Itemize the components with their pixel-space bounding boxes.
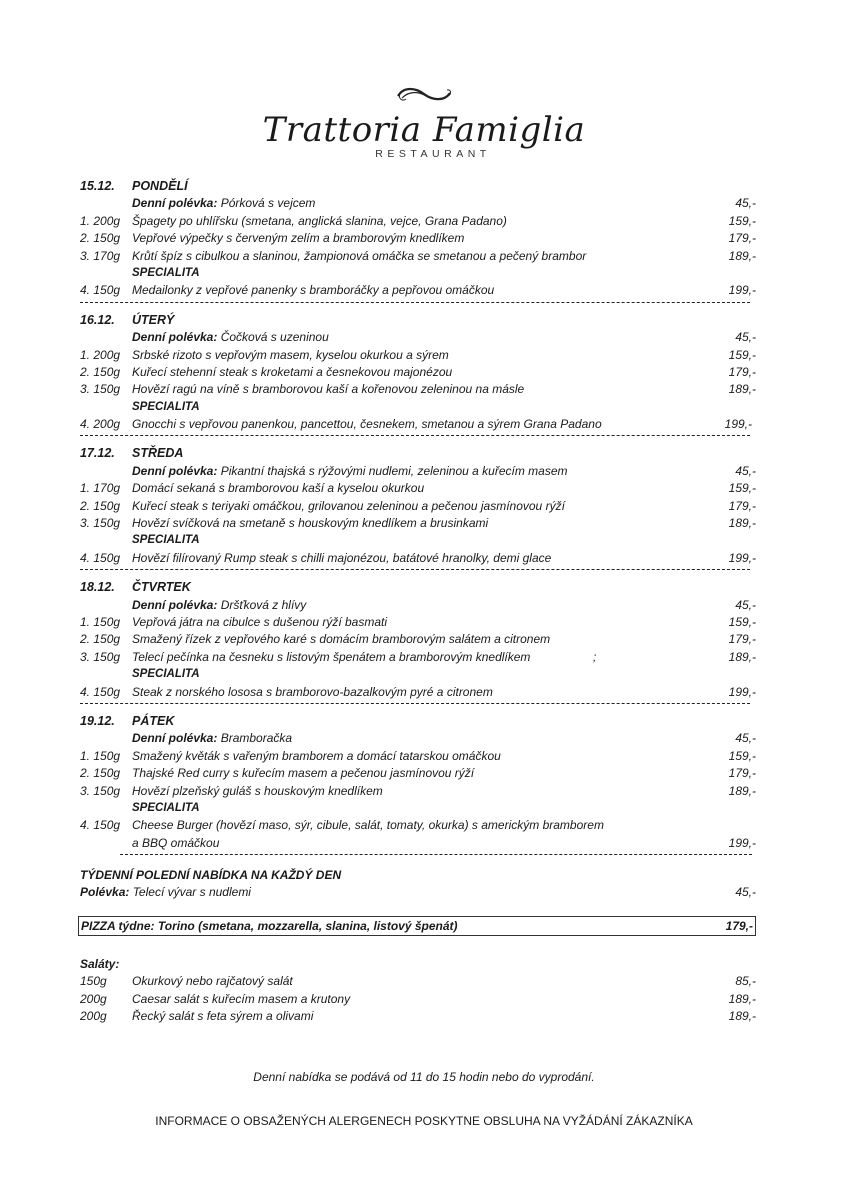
menu-item (80, 515, 756, 532)
item-number-weight: 1. 200g (80, 347, 121, 362)
menu-item (80, 498, 756, 515)
day-section (80, 312, 756, 446)
pizza-of-week (78, 916, 756, 936)
menu-item (80, 614, 756, 631)
day-heading (80, 178, 756, 195)
item-price: 159,- (728, 481, 756, 496)
weekly-menu (80, 178, 756, 1025)
item-number-weight: 1. 150g (80, 748, 121, 763)
dashed-divider (80, 701, 756, 713)
pizza-price: 179,- (725, 918, 753, 933)
salad-weight: 200g (80, 991, 107, 1006)
item-name: Smažený květák s vařeným bramborem a domácí tatarskou omáčkou (132, 748, 501, 763)
day-name: STŘEDA (132, 446, 184, 461)
day-name: ČTVRTEK (132, 580, 191, 595)
salad-price: 189,- (728, 1009, 756, 1024)
item-price: 159,- (728, 213, 756, 228)
soup-label: Denní polévka: (132, 597, 218, 612)
soup-price: 45,- (735, 330, 756, 345)
specialty-item-continued (80, 835, 756, 852)
menu-item (80, 480, 756, 497)
daily-soup (80, 463, 756, 480)
stray-semicolon: ; (593, 649, 597, 664)
salad-name: Okurkový nebo rajčatový salát (132, 974, 293, 989)
salads-section (80, 956, 756, 1026)
day-date: 15.12. (80, 179, 115, 193)
item-number-weight: 3. 150g (80, 783, 121, 798)
item-price: 189,- (728, 516, 756, 531)
salad-weight: 200g (80, 1009, 107, 1024)
specialty-label: SPECIALITA (132, 668, 200, 681)
day-name: ÚTERÝ (132, 312, 175, 327)
item-name: Telecí pečínka na česneku s listovým špenátem a bramborovým knedlíkem (132, 649, 531, 664)
salad-price: 85,- (735, 974, 756, 989)
item-price: 179,- (728, 498, 756, 513)
item-name: Hovězí svíčková na smetaně s houskovým knedlíkem a brusinkami (132, 516, 489, 531)
item-number-weight: 2. 150g (80, 364, 121, 379)
item-name: Kuřecí steak s teriyaki omáčkou, grilovanou zeleninou a pečenou jasmínovou rýží (132, 498, 565, 513)
specialty-item (80, 684, 756, 701)
item-price: 189,- (728, 649, 756, 664)
item-name: Špagety po uhlířsku (smetana, anglická slanina, vejce, Grana Padano) (132, 213, 507, 228)
item-price: 179,- (728, 632, 756, 647)
specialty-label: SPECIALITA (132, 801, 200, 814)
item-number-weight: 2. 150g (80, 632, 121, 647)
salad-price: 189,- (728, 991, 756, 1006)
salads-title: Saláty: (80, 956, 120, 971)
menu-item (80, 631, 756, 648)
salad-item (80, 1008, 756, 1025)
day-date: 16.12. (80, 312, 115, 327)
item-name: Vepřová játra na cibulce s dušenou rýží basmati (132, 614, 388, 629)
item-price: 199,- (728, 550, 756, 565)
day-heading (80, 445, 756, 462)
item-number-weight: 2. 150g (80, 231, 121, 246)
specialty-label: SPECIALITA (132, 266, 200, 279)
soup-price: 45,- (735, 597, 756, 612)
soup-name: Pikantní thajská s rýžovými nudlemi, zeleninou a kuřecím masem (220, 463, 568, 478)
soup-name: Pórková s vejcem (220, 196, 316, 211)
item-name: Gnocchi s vepřovou panenkou, pancettou, česnekem, smetanou a sýrem Grana Padano (132, 417, 602, 432)
dashed-divider (80, 567, 756, 579)
soup-price: 45,- (735, 463, 756, 478)
soup-price: 45,- (735, 731, 756, 746)
soup-name: Bramboračka (220, 731, 293, 746)
item-price: 179,- (728, 766, 756, 781)
weekly-soup-name: Telecí vývar s nudlemi (132, 885, 251, 900)
weekly-offer (80, 864, 756, 902)
item-number-weight: 2. 150g (80, 498, 121, 513)
soup-name: Čočková s uzeninou (220, 330, 329, 345)
salad-name: Caesar salát s kuřecím masem a krutony (132, 991, 351, 1006)
day-section (80, 178, 756, 312)
soup-label: Denní polévka: (132, 463, 218, 478)
serving-hours-note: Denní nabídka se podává od 11 do 15 hodin nebo do vyprodání. (253, 1070, 595, 1084)
item-name: Srbské rizoto s vepřovým masem, kyselou okurkou a sýrem (132, 347, 449, 362)
item-price: 199,- (724, 417, 752, 432)
item-number-weight: 1. 170g (80, 481, 121, 496)
soup-price: 45,- (735, 196, 756, 211)
item-number-weight: 4. 200g (80, 417, 121, 432)
menu-item (80, 649, 756, 666)
menu-item (80, 248, 756, 265)
soup-label: Denní polévka: (132, 731, 218, 746)
daily-soup (80, 597, 756, 614)
item-price: 159,- (728, 614, 756, 629)
menu-item (80, 213, 756, 230)
specialty-item (80, 817, 756, 834)
item-price: 159,- (728, 748, 756, 763)
item-price: 179,- (728, 231, 756, 246)
item-name: Cheese Burger (hovězí maso, sýr, cibule, salát, tomaty, okurka) s americkým bramborem (132, 818, 604, 833)
menu-item (80, 381, 756, 398)
specialty-label: SPECIALITA (132, 534, 200, 547)
menu-item (80, 364, 756, 381)
menu-item (80, 765, 756, 782)
weekly-offer-title: TÝDENNÍ POLEDNÍ NABÍDKA NA KAŽDÝ DEN (80, 868, 342, 883)
item-price: 199,- (728, 835, 756, 850)
item-name: Domácí sekaná s bramborovou kaší a kyselou okurkou (132, 481, 425, 496)
item-name: Steak z norského lososa s bramborovo-bazalkovým pyré a citronem (132, 684, 493, 699)
specialty-item (80, 416, 756, 433)
item-name: Hovězí filírovaný Rump steak s chilli majonézou, batátové hranolky, demi glace (132, 550, 552, 565)
item-name: Thajské Red curry s kuřecím masem a pečenou jasmínovou rýží (132, 766, 475, 781)
item-price: 189,- (728, 248, 756, 263)
item-price: 179,- (728, 364, 756, 379)
weekly-soup-label: Polévka: (80, 885, 130, 900)
soup-label: Denní polévka: (132, 196, 218, 211)
day-date: 19.12. (80, 713, 115, 728)
item-name: Krůtí špíz s cibulkou a slaninou, žampionová omáčka se smetanou a pečený brambor (132, 248, 587, 263)
day-name: PÁTEK (132, 713, 175, 728)
day-section (80, 713, 756, 864)
item-number-weight: 4. 150g (80, 684, 121, 699)
item-price: 189,- (728, 382, 756, 397)
salad-item (80, 973, 756, 990)
specialty-item (80, 282, 756, 299)
item-price: 189,- (728, 783, 756, 798)
day-date: 17.12. (80, 446, 115, 461)
weekly-soup (80, 884, 756, 901)
menu-item (80, 230, 756, 247)
soup-label: Denní polévka: (132, 330, 218, 345)
pizza-label: PIZZA týdne: Torino (smetana, mozzarella, slanina, listový špenát) (81, 918, 458, 933)
day-heading (80, 579, 756, 596)
dashed-divider (80, 300, 756, 312)
day-name: PONDĚLÍ (132, 179, 188, 193)
menu-item (80, 748, 756, 765)
daily-soup (80, 329, 756, 346)
restaurant-logo (0, 84, 848, 160)
allergen-info: INFORMACE O OBSAŽENÝCH ALERGENECH POSKYTNE OBSLUHA NA VYŽÁDÁNÍ ZÁKAZNÍKA (155, 1114, 693, 1128)
day-date: 18.12. (80, 580, 115, 595)
logo-subtitle: RESTAURANT (375, 148, 491, 160)
item-number-weight: 3. 150g (80, 516, 121, 531)
item-number-weight: 1. 150g (80, 614, 121, 629)
dashed-divider (80, 433, 756, 445)
salad-weight: 150g (80, 974, 107, 989)
item-number-weight: 2. 150g (80, 766, 121, 781)
day-heading (80, 713, 756, 730)
menu-item (80, 347, 756, 364)
daily-soup (80, 195, 756, 212)
day-section (80, 579, 756, 713)
item-name: Vepřové výpečky s červeným zelím a bramborovým knedlíkem (132, 231, 465, 246)
item-name: Hovězí ragú na víně s bramborovou kaší a kořenovou zeleninou na másle (132, 382, 525, 397)
salad-item (80, 991, 756, 1008)
item-number-weight: 1. 200g (80, 213, 121, 228)
item-name-continued: a BBQ omáčkou (132, 835, 220, 850)
soup-name: Dršťková z hlívy (220, 597, 307, 612)
item-name: Medailonky z vepřové panenky s bramboráčky a pepřovou omáčkou (132, 283, 495, 298)
item-number-weight: 3. 150g (80, 649, 121, 664)
item-price: 159,- (728, 347, 756, 362)
salad-name: Řecký salát s feta sýrem a olivami (132, 1009, 314, 1024)
logo-title: Trattoria Famiglia (262, 110, 586, 150)
item-name: Kuřecí stehenní steak s kroketami a česnekovou majonézou (132, 364, 453, 379)
specialty-item (80, 550, 756, 567)
weekly-soup-price: 45,- (735, 885, 756, 900)
item-number-weight: 4. 150g (80, 818, 121, 833)
dashed-divider (80, 852, 756, 864)
day-heading (80, 312, 756, 329)
item-price: 199,- (728, 684, 756, 699)
swirl-ornament-icon (394, 84, 454, 106)
menu-item (80, 783, 756, 800)
item-number-weight: 3. 170g (80, 248, 121, 263)
item-price: 199,- (728, 283, 756, 298)
item-number-weight: 4. 150g (80, 550, 121, 565)
item-name: Hovězí plzeňský guláš s houskovým knedlíkem (132, 783, 383, 798)
day-section (80, 445, 756, 579)
daily-soup (80, 730, 756, 747)
item-number-weight: 3. 150g (80, 382, 121, 397)
specialty-label: SPECIALITA (132, 400, 200, 413)
item-name: Smažený řízek z vepřového karé s domácím bramborovým salátem a citronem (132, 632, 551, 647)
item-number-weight: 4. 150g (80, 283, 121, 298)
